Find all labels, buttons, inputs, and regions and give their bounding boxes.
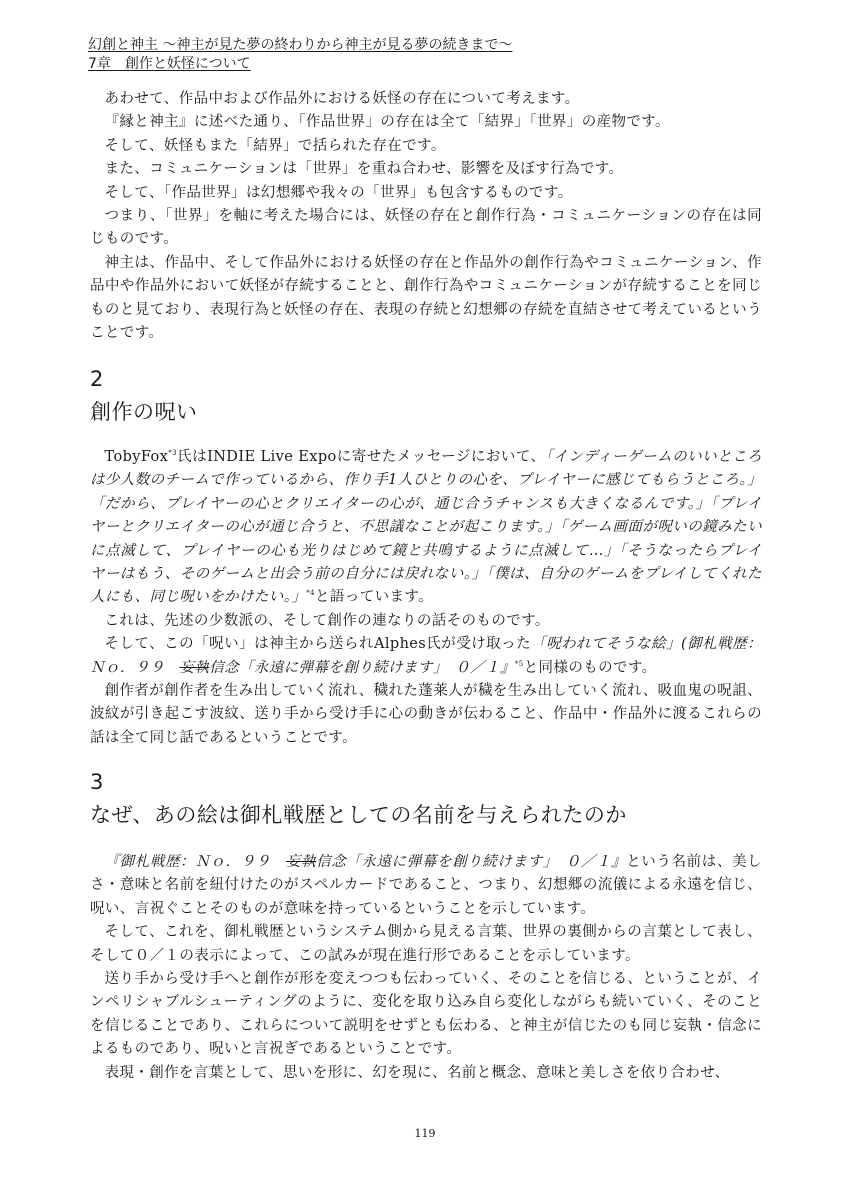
quotation: 『御札戦歴：Ｎｏ．９９ — [104, 854, 286, 870]
author-name: TobyFox — [104, 449, 169, 465]
paragraph: 『縁と神主』に述べた通り、「作品世界」の存在は全て「結界」「世界」の産物です。 — [104, 114, 670, 131]
intro-block — [90, 88, 762, 345]
paragraph — [90, 851, 762, 921]
paragraph: そして、「作品世界」は幻想郷や我々の「世界」も包含するものです。 — [104, 184, 573, 201]
text-span: そして、この「呪い」は神主から送られAlphes氏が受け取った — [104, 636, 532, 653]
paragraph: 送り手から受け手へと創作が形を変えつつも伝わっていく、そのことを信じる、ということが、インペリシャブルシューティングのように、変化を取り込み自ら変化しながらも続いていく、そのことを信じることであり、これらについて説明をせずとも伝わる、と神主が信じたのも同じ妄執・信念によるものであり、呪いと言祝ぎであるということです。 — [90, 971, 762, 1058]
paragraph: あわせて、作品中および作品外における妖怪の存在について考えます。 — [104, 91, 580, 107]
text-span: と同様のものです。 — [523, 659, 657, 676]
page-number: 119 — [414, 1127, 436, 1140]
footnote-ref: *3 — [168, 449, 177, 458]
paragraph: そして、これを、御札戦歴というシステム側から見える言葉、世界の裏側からの言葉として表し、そして０／１の表示によって、この試みが現在進行形であることを示しています。 — [90, 924, 762, 964]
footnote-ref: *4 — [306, 589, 316, 598]
book-title: 幻創と神主 ～神主が見た夢の終わりから神主が見る夢の続きまで～ — [88, 37, 513, 53]
strikethrough-text: 妄執 — [179, 659, 210, 676]
paragraph — [90, 633, 762, 680]
chapter-title: 7章 創作と妖怪について — [88, 56, 251, 72]
quotation: 「インディーゲームのいいところは少人数のチームで作っているから、作り手1人ひとりの心を、プレイヤーに感じてもらうところ。」「だから、プレイヤーの心とクリエイターの心が、通じ合うチャンスも大きくなるんです。」「プレイヤーとクリエイターの心が通じ合うと、不思議なことが起こります。」「ゲーム画面が呪いの鏡みたいに点滅して、プレイヤーの心も光りはじめて鏡と共鳴するように点滅して…」「そうなったらプレイヤーはもう、そのゲームと出会う前の自分には戻れない。」「僕は、自分のゲームをプレイしてくれた人にも、同じ呪いをかけたい。」 — [90, 449, 763, 606]
footnote-ref: *5 — [514, 659, 524, 668]
paragraph: 創作者が創作者を生み出していく流れ、穢れた蓬莱人が穢を生み出していく流れ、吸血鬼の呪詛、波紋が引き起こす波紋、送り手から受け手に心の動きが伝わること、作品中・作品外に渡るこれらの話は全て同じ話であるということです。 — [90, 683, 762, 746]
text-span: と語っています。 — [315, 589, 434, 606]
section-3-body — [90, 851, 762, 1085]
section-2-body — [90, 446, 762, 750]
paragraph: また、コミュニケーションは「世界」を重ね合わせ、影響を及ぼす行為です。 — [104, 161, 624, 178]
paragraph — [90, 446, 762, 610]
text-span: 氏はINDIE Live Expoに寄せたメッセージにおいて、 — [177, 449, 546, 465]
text-span: という名前は、美しさ・意味と名前を紐付けたのがスペルカードであること、つまり、幻想郷の流儀による永遠を信じ、呪い、言祝ぐことそのものが意味を持っているということを示しています。 — [90, 854, 762, 917]
quotation: 「呪われてそうな絵」(御札戦歴：Ｎｏ．９９ — [90, 636, 763, 676]
paragraph: これは、先述の少数派の、そして創作の連なりの話そのものです。 — [104, 612, 550, 629]
paragraph: つまり、「世界」を軸に考えた場合には、妖怪の存在と創作行為・コミュニケーションの存在は同じものです。 — [90, 208, 762, 248]
section-heading: なぜ、あの絵は御札戦歴としての名前を与えられたのか — [90, 803, 627, 827]
quotation: 信念「永遠に弾幕を創り続けます」 ０／１』 — [316, 854, 627, 870]
section-heading: 創作の呪い — [90, 400, 198, 424]
section-number: 3 — [90, 770, 104, 794]
paragraph: 表現・創作を言葉として、思いを形に、幻を現に、名前と概念、意味と美しさを依り合わせ、 — [104, 1064, 730, 1081]
paragraph: 神主は、作品中、そして作品外における妖怪の存在と作品外の創作行為やコミュニケーション、作品中や作品外において妖怪が存続することと、創作行為やコミュニケーションが存続することを同じものと見ており、表現行為と妖怪の存在、表現の存続と幻想郷の存続を直結させて考えているということです。 — [90, 254, 762, 342]
running-header — [88, 36, 768, 74]
quotation: 信念「永遠に弾幕を創り続けます」 ０／１』 — [209, 659, 515, 676]
strikethrough-text: 妄執 — [285, 854, 317, 870]
paragraph: そして、妖怪もまた「結界」で括られた存在です。 — [104, 137, 446, 154]
section-number: 2 — [90, 367, 104, 391]
